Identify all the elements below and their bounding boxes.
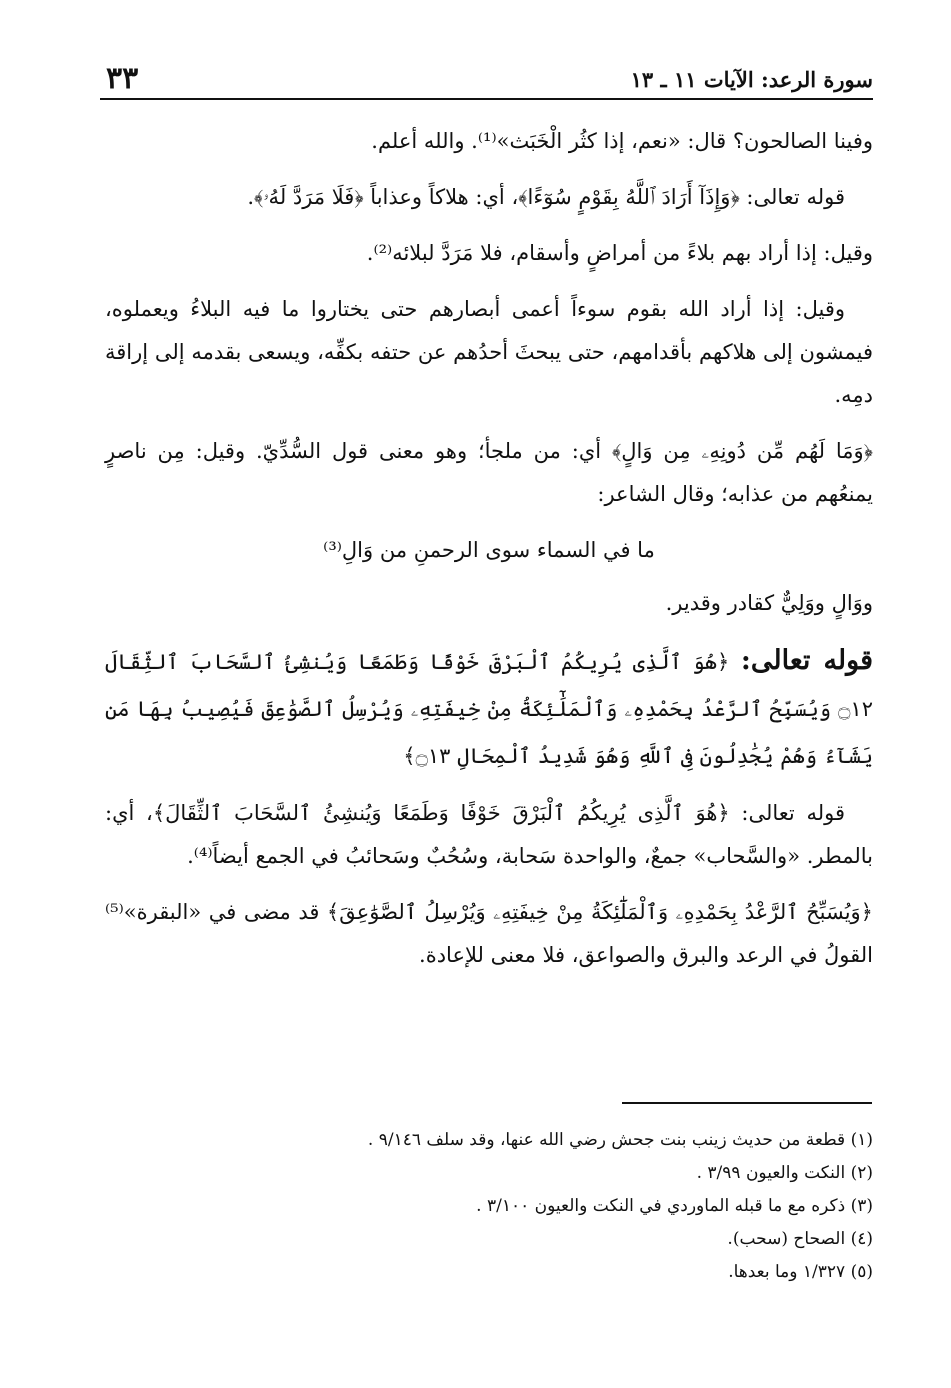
footnote-2: (٢) النكت والعيون ٣/٩٩ . xyxy=(696,1163,873,1183)
paragraph-after-poem: ووَالٍ ووَلِيٌّ كقادر وقدير. xyxy=(665,591,873,615)
footnote-3: (٣) ذكره مع ما قبله الماوردي في النكت والعيون ٣/١٠٠ . xyxy=(476,1196,873,1216)
verse-text: ﴿هُوَ ٱلَّذِى يُرِيكُمُ ٱلْبَرْقَ خَوْفًا وَطَمَعًا وَيُنشِئُ ٱلسَّحَابَ ٱلثِّقَالَ ۝١٢ وَيُسَبِّحُ ٱلرَّعْدُ بِحَمْدِهِۦ وَٱلْمَلَٰٓئِكَةُ مِنْ خِيفَتِهِۦ وَيُرْسِلُ ٱلصَّوَٰعِقَ فَيُصِيبُ بِهَا مَن يَشَآءُ وَهُمْ يُجَٰدِلُونَ فِى ٱللَّهِ وَهُوَ شَدِيدُ ٱلْمِحَالِ ۝١٣﴾ xyxy=(105,650,873,768)
paragraph-6: قوله تعالى: ﴿هُوَ ٱلَّذِى يُرِيكُمُ ٱلْبَرْقَ خَوْفًا وَطَمَعًا وَيُنشِئُ ٱلسَّحَابَ ٱلثِّقَالَ﴾، أي: بالمطر. «والسَّحاب» جمعٌ، والواحدة سَحابة، وسُحُبٌ وسَحائبُ في الجمع أيضاً⁽⁴⁾. xyxy=(105,801,873,868)
paragraph-3: وقيل: إذا أراد بهم بلاءً من أمراضٍ وأسقام، فلا مَرَدَّ لبلائه⁽²⁾. xyxy=(366,241,873,265)
main-text xyxy=(105,120,873,990)
footnotes xyxy=(105,1124,873,1289)
paragraph-2: قوله تعالى: ﴿وَإِذَآ أَرَادَ ٱللَّهُ بِقَوْمٍ سُوٓءًا﴾، أي: هلاكاً وعذاباً ﴿فَلَا مَرَدَّ لَهُۥ﴾. xyxy=(247,185,845,209)
footnote-separator xyxy=(622,1102,872,1104)
paragraph-5: ﴿وَمَا لَهُم مِّن دُونِهِۦ مِن وَالٍ﴾ أي: من ملجأ؛ وهو معنى قول السُّدِّيّ. وقيل: مِن ناصرٍ يمنعُهم من عذابه؛ وقال الشاعر: xyxy=(105,439,873,506)
running-header xyxy=(100,58,873,100)
footnote-1: (١) قطعة من حديث زينب بنت جحش رضي الله عنها، وقد سلف ٩/١٤٦ . xyxy=(367,1130,873,1150)
footnote-4: (٤) الصحاح (سحب). xyxy=(727,1229,873,1249)
page-number: ٣٣ xyxy=(106,61,139,96)
verse-block xyxy=(105,638,873,779)
paragraph-1: وفينا الصالحون؟ قال: «نعم، إذا كثُر الْخَبَث»⁽¹⁾. والله أعلم. xyxy=(371,129,873,153)
paragraph-7: ﴿وَيُسَبِّحُ ٱلرَّعْدُ بِحَمْدِهِۦ وَٱلْمَلَٰٓئِكَةُ مِنْ خِيفَتِهِۦ وَيُرْسِلُ ٱلصَّوَٰعِقَ﴾ قد مضى في «البقرة»⁽⁵⁾ القولُ في الرعد والبرق والصواعق، فلا معنى للإعادة. xyxy=(105,900,873,967)
verse-lead: قوله تعالى: xyxy=(740,645,874,676)
paragraph-4: وقيل: إذا أراد الله بقوم سوءاً أعمى أبصارهم حتى يختاروا ما فيه البلاءُ ويعملوه، فيمشون إلى هلاكهم بأقدامهم، حتى يبحثَ أحدُهم عن حتفه بكفِّه، ويسعى بقدمه إلى إراقة دمِه. xyxy=(105,297,873,407)
header-title: سورة الرعد: الآيات ١١ ـ ١٣ xyxy=(630,67,873,92)
footnote-5: (٥) ١/٣٢٧ وما بعدها. xyxy=(728,1262,873,1282)
poem-line: ما في السماء سوى الرحمنِ من وَالِ⁽³⁾ xyxy=(323,538,655,562)
